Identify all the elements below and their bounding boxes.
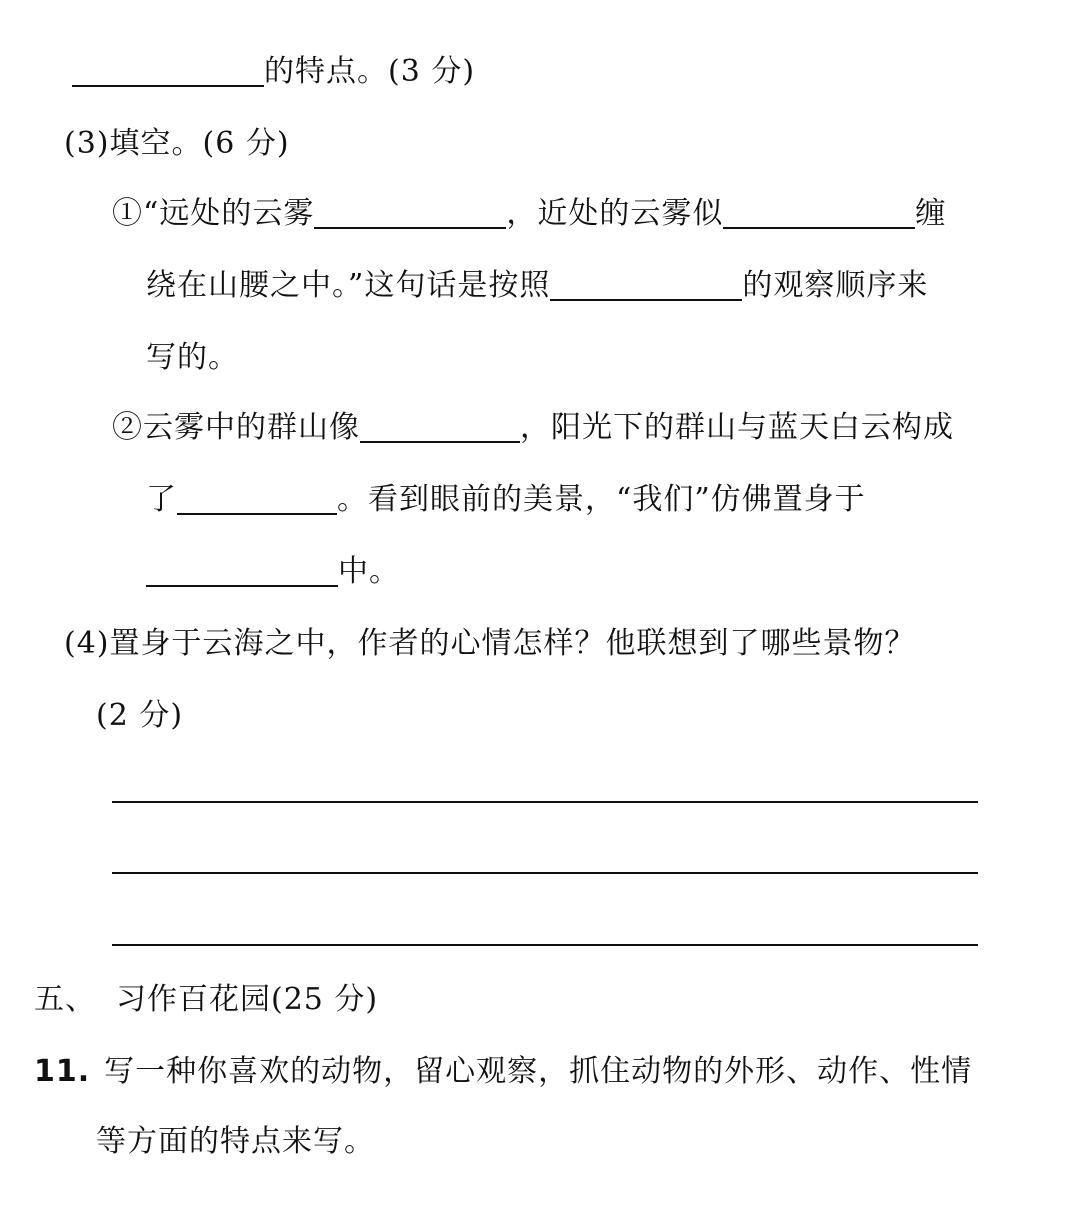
item1-line2-a: 绕在山腰之中。”这句话是按照 <box>146 268 551 303</box>
item2-marker: ② <box>112 410 143 445</box>
item2-part-a: 云雾中的群山像 <box>143 410 360 445</box>
item2-line3-text: 中。 <box>338 554 400 589</box>
item1-line2-b: 的观察顺序来 <box>742 268 929 303</box>
q11-number: 11. <box>34 1054 91 1089</box>
item1-marker: ① <box>112 196 143 231</box>
answer-blank[interactable] <box>177 483 337 515</box>
section5-number: 五、 <box>34 982 96 1017</box>
answer-blank[interactable] <box>723 197 915 229</box>
answer-blank[interactable] <box>360 411 520 443</box>
q3-item1-line1 <box>112 186 946 242</box>
answer-blank[interactable] <box>72 55 264 87</box>
item1-part-b: ，近处的云雾似 <box>506 196 724 231</box>
q3-label: (3)填空。(6 分) <box>64 126 290 161</box>
item2-line2-b: 。看到眼前的美景，“我们”仿佛置身于 <box>337 482 866 517</box>
section5-title: 习作百花园(25 分) <box>116 982 379 1017</box>
q11-line1 <box>34 1044 972 1100</box>
q2-tail-text: 的特点。(3 分) <box>264 54 476 89</box>
q2-tail-line <box>72 44 475 100</box>
q4-score: (2 分) <box>96 698 184 733</box>
answer-line-2[interactable] <box>112 872 978 874</box>
item1-part-c: 缠 <box>915 196 947 231</box>
answer-blank[interactable] <box>550 269 742 301</box>
section5-heading <box>34 972 378 1028</box>
item2-line2-a: 了 <box>146 482 177 517</box>
q11-text-line1: 写一种你喜欢的动物，留心观察，抓住动物的外形、动作、性情 <box>104 1054 973 1089</box>
answer-blank[interactable] <box>146 555 338 587</box>
q3-item1-line2 <box>146 258 928 314</box>
answer-line-1[interactable] <box>112 801 978 803</box>
q3-item2-line3 <box>146 544 400 600</box>
answer-line-3[interactable] <box>112 944 978 946</box>
q3-item1-line3: 写的。 <box>146 340 239 375</box>
answer-blank[interactable] <box>314 197 506 229</box>
q11-line2: 等方面的特点来写。 <box>96 1124 375 1159</box>
q3-item2-line2 <box>146 472 866 528</box>
item2-part-b: ，阳光下的群山与蓝天白云构成 <box>520 410 954 445</box>
q3-item2-line1 <box>112 400 954 456</box>
item1-part-a: “远处的云雾 <box>143 196 315 231</box>
q4-label: (4)置身于云海之中，作者的心情怎样？他联想到了哪些景物？ <box>64 626 916 661</box>
